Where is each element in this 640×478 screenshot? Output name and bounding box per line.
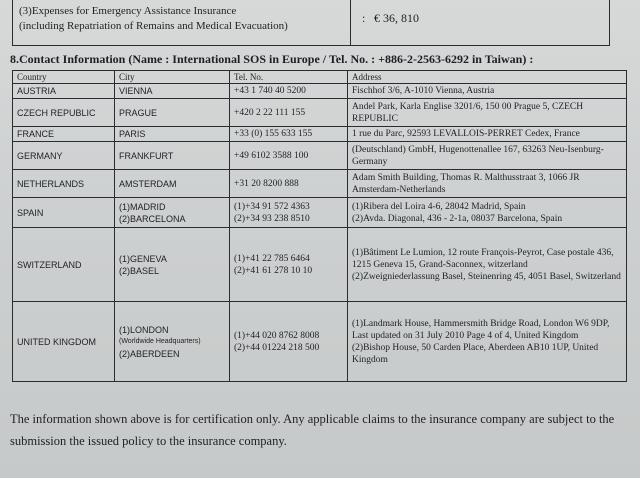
cell-tel	[230, 84, 348, 99]
cell-country: CZECH REPUBLIC	[13, 99, 115, 127]
cell-address	[348, 127, 627, 142]
expenses-label	[19, 4, 344, 34]
expenses-divider	[350, 0, 351, 45]
cell-tel	[230, 142, 348, 170]
tel-line: +43 1 740 40 5200	[234, 86, 306, 96]
cell-tel	[230, 302, 348, 382]
cell-country: AUSTRIA	[13, 84, 115, 99]
table-row	[13, 99, 627, 127]
tel-line: +420 2 22 111 155	[234, 107, 306, 118]
cell-address	[348, 302, 627, 382]
cell-address	[348, 142, 627, 170]
cell-address	[348, 198, 627, 228]
expenses-row	[12, 0, 610, 46]
city-line: (1)GENEVA	[119, 253, 167, 264]
city-line: (1)MADRID	[119, 201, 166, 212]
address-line: (2)Zweigniederlassung Basel, Steinenring 45, 4051 Basel, Switzerland	[352, 271, 621, 282]
address-line: Adam Smith Building, Thomas R. Malthusstraat 3, 1066 JR Amsterdam-Netherlands	[352, 172, 580, 195]
cell-address	[348, 99, 627, 127]
cell-tel	[230, 127, 348, 142]
footer-note: The information shown above is for certification only. Any applicable claims to the insurance company are subject to the submission the issued policy to the insurance company.	[10, 412, 615, 448]
table-row	[13, 142, 627, 170]
cell-country: NETHERLANDS	[13, 170, 115, 198]
address-line: (2)Avda. Diagonal, 436 - 2-1a, 08037 Barcelona, Spain	[352, 213, 563, 224]
city-line: AMSTERDAM	[119, 178, 177, 189]
city-line: (2)BASEL	[119, 265, 160, 276]
cell-tel	[230, 228, 348, 302]
cell-city	[115, 127, 230, 142]
tel-line: (2)+41 61 278 10 10	[234, 265, 313, 276]
cell-address	[348, 170, 627, 198]
city-line: (2)ABERDEEN	[119, 348, 180, 359]
city-line: PRAGUE	[119, 107, 158, 118]
address-line: 1 rue du Parc, 92593 LEVALLOIS-PERRET Cedex, France	[352, 129, 580, 139]
tel-line: (2)+34 93 238 8510	[234, 213, 310, 224]
address-line: (1)Ribera del Loira 4-6, 28042 Madrid, Spain	[352, 201, 526, 212]
expenses-amount: € 36, 810	[374, 11, 419, 25]
expenses-colon: :	[362, 11, 366, 25]
cell-address	[348, 84, 627, 99]
header-address: Address	[348, 71, 627, 84]
cell-country: SPAIN	[13, 198, 115, 228]
city-line: (1)LONDON	[119, 324, 169, 335]
city-note: (Worldwide Headquarters)	[119, 337, 201, 345]
address-line: (1)Bâtiment Le Lumion, 12 route François-Peyrot, Case postale 436, 1215 Geneva 15, Grand-Saconnex, witzerland	[352, 247, 614, 270]
table-header-row	[13, 71, 627, 84]
address-line: (2)Bishop House, 50 Carden Place, Aberdeen AB10 1UP, United Kingdom	[352, 342, 599, 365]
table-row	[13, 84, 627, 99]
cell-city	[115, 170, 230, 198]
section-title: 8.Contact Information (Name : International SOS in Europe / Tel. No. : +886-2-2563-6292 in Taiwan) :	[10, 52, 534, 66]
tel-line: (1)+34 91 572 4363	[234, 201, 310, 212]
cell-city	[115, 99, 230, 127]
table-row	[13, 302, 627, 382]
city-line: FRANKFURT	[119, 150, 174, 161]
cell-country: FRANCE	[13, 127, 115, 142]
contact-table	[12, 70, 627, 382]
city-line: (2)BARCELONA	[119, 213, 186, 224]
city-line: PARIS	[119, 129, 146, 139]
expenses-label-line1: (3)Expenses for Emergency Assistance Insurance	[19, 5, 237, 17]
cell-tel	[230, 170, 348, 198]
header-country: Country	[13, 71, 115, 84]
cell-city	[115, 142, 230, 170]
address-line: (1)Landmark House, Hammersmith Bridge Road, London W6 9DP, Last updated on 31 July 2010 Page 4 of 4, United Kingdom	[352, 318, 610, 341]
table-row	[13, 228, 627, 302]
address-line: (Deutschland) GmbH, Hugenottenallee 167, 63263 Neu-Isenburg-Germany	[352, 144, 604, 167]
tel-line: (1)+41 22 785 6464	[234, 253, 310, 264]
cell-city	[115, 84, 230, 99]
cell-country: GERMANY	[13, 142, 115, 170]
header-tel: Tel. No.	[230, 71, 348, 84]
cell-country: UNITED KINGDOM	[13, 302, 115, 382]
table-row	[13, 127, 627, 142]
header-city: City	[115, 71, 230, 84]
address-line: Andel Park, Karla Englise 3201/6, 150 00 Prague 5, CZECH REPUBLIC	[352, 101, 584, 124]
expenses-label-line2: (including Repatriation of Remains and Medical Evacuation)	[19, 20, 288, 32]
cell-city	[115, 302, 230, 382]
tel-line: (1)+44 020 8762 8008	[234, 330, 320, 341]
tel-line: +33 (0) 155 633 155	[234, 129, 313, 139]
cell-tel	[230, 99, 348, 127]
cell-city	[115, 228, 230, 302]
tel-line: (2)+44 01224 218 500	[234, 342, 320, 353]
tel-line: +49 6102 3588 100	[234, 150, 309, 161]
cell-country: SWITZERLAND	[13, 228, 115, 302]
address-line: Fischhof 3/6, A-1010 Vienna, Austria	[352, 86, 495, 96]
cell-tel	[230, 198, 348, 228]
table-row	[13, 170, 627, 198]
cell-city	[115, 198, 230, 228]
city-line: VIENNA	[119, 86, 153, 96]
tel-line: +31 20 8200 888	[234, 178, 299, 189]
cell-address	[348, 228, 627, 302]
table-row	[13, 198, 627, 228]
